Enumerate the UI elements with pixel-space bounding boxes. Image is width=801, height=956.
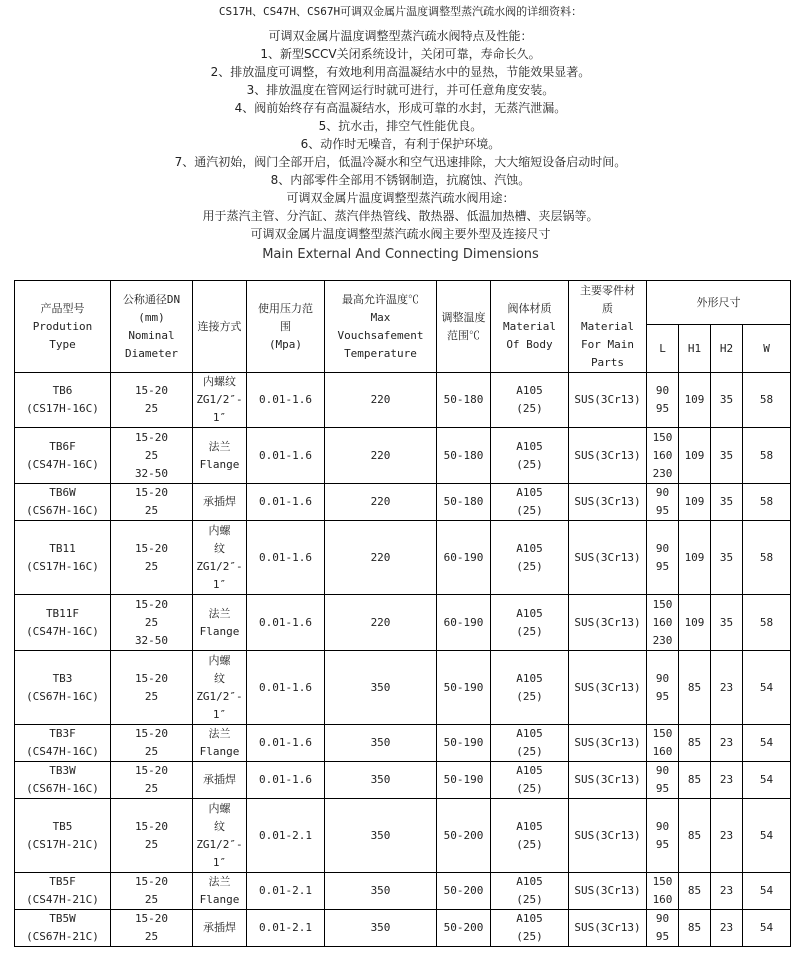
table-row: [15, 521, 791, 595]
cell-dim-h2: 35: [711, 595, 743, 651]
cell-parts-material: SUS(3Cr13): [569, 651, 647, 725]
cell-model: TB11 (CS17H-16C): [15, 521, 111, 595]
cell-nominal-diameter: 15-20 25: [111, 762, 193, 799]
cell-model: TB6 (CS17H-16C): [15, 373, 111, 428]
table-row: [15, 595, 791, 651]
cell-pressure: 0.01-1.6: [247, 762, 325, 799]
cell-dim-h1: 85: [679, 725, 711, 762]
cell-pressure: 0.01-1.6: [247, 725, 325, 762]
dimensions-table: [14, 280, 791, 947]
cell-model: TB3 (CS67H-16C): [15, 651, 111, 725]
cell-connection: 法兰 Flange: [193, 873, 247, 910]
cell-dim-l: 90 95: [647, 910, 679, 947]
intro-section: [0, 0, 801, 265]
cell-parts-material: SUS(3Cr13): [569, 521, 647, 595]
cell-dim-h1: 109: [679, 521, 711, 595]
features-title: 可调双金属片温度调整型蒸汽疏水阀特点及性能：: [268, 29, 533, 43]
cell-body-material: A105 (25): [491, 651, 569, 725]
header-adjust-temperature: 调整温度 范围℃: [437, 281, 491, 373]
cell-model: TB5W (CS67H-21C): [15, 910, 111, 947]
cell-dim-w: 58: [743, 595, 791, 651]
cell-pressure: 0.01-1.6: [247, 651, 325, 725]
header-nominal-diameter: 公称通径DN (mm) Nominal Diameter: [111, 281, 193, 373]
cell-pressure: 0.01-2.1: [247, 799, 325, 873]
page-heading: CS17H、CS47H、CS67H可调双金属片温度调整型蒸汽疏水阀的详细资料：: [218, 5, 583, 18]
cell-body-material: A105 (25): [491, 595, 569, 651]
cell-dim-h2: 23: [711, 725, 743, 762]
cell-model: TB5 (CS17H-21C): [15, 799, 111, 873]
table-row: [15, 725, 791, 762]
cell-max-temperature: 220: [325, 595, 437, 651]
cell-body-material: A105 (25): [491, 373, 569, 428]
header-max-temperature: 最高允许温度℃ Max Vouchsafement Temperature: [325, 281, 437, 373]
cell-dim-l: 90 95: [647, 651, 679, 725]
cell-max-temperature: 220: [325, 428, 437, 484]
cell-parts-material: SUS(3Cr13): [569, 373, 647, 428]
cell-dim-w: 54: [743, 762, 791, 799]
cell-adjust-temperature: 50-200: [437, 799, 491, 873]
cell-body-material: A105 (25): [491, 910, 569, 947]
cell-nominal-diameter: 15-20 25: [111, 521, 193, 595]
cell-dim-h2: 23: [711, 910, 743, 947]
cell-pressure: 0.01-1.6: [247, 373, 325, 428]
cell-dim-h2: 35: [711, 484, 743, 521]
cell-dim-l: 90 95: [647, 373, 679, 428]
feature-item: 1、新型SCCV关闭系统设计，关闭可靠，寿命长久。: [260, 47, 541, 61]
table-row: [15, 910, 791, 947]
cell-dim-w: 58: [743, 373, 791, 428]
cell-dim-w: 58: [743, 484, 791, 521]
cell-model: TB5F (CS47H-21C): [15, 873, 111, 910]
header-pressure: 使用压力范 围 (Mpa): [247, 281, 325, 373]
cell-nominal-diameter: 15-20 25: [111, 873, 193, 910]
cell-model: TB6F (CS47H-16C): [15, 428, 111, 484]
header-model: 产品型号 Prodution Type: [15, 281, 111, 373]
cell-model: TB11F (CS47H-16C): [15, 595, 111, 651]
cell-pressure: 0.01-2.1: [247, 873, 325, 910]
header-parts-material: 主要零件材 质 Material For Main Parts: [569, 281, 647, 373]
cell-connection: 内螺 纹 ZG1/2″- 1″: [193, 521, 247, 595]
cell-max-temperature: 220: [325, 373, 437, 428]
cell-dim-w: 54: [743, 799, 791, 873]
cell-connection: 承插焊: [193, 910, 247, 947]
cell-adjust-temperature: 50-180: [437, 484, 491, 521]
feature-item: 8、内部零件全部用不锈钢制造，抗腐蚀、汽蚀。: [270, 173, 531, 187]
cell-dim-h1: 85: [679, 762, 711, 799]
feature-item: 6、动作时无噪音，有利于保护环境。: [300, 137, 501, 151]
cell-connection: 内螺 纹 ZG1/2″- 1″: [193, 799, 247, 873]
cell-dim-h1: 85: [679, 799, 711, 873]
cell-dim-h2: 23: [711, 799, 743, 873]
cell-max-temperature: 350: [325, 873, 437, 910]
cell-connection: 内螺纹 ZG1/2″- 1″: [193, 373, 247, 428]
cell-dim-h2: 23: [711, 873, 743, 910]
table-row: [15, 373, 791, 428]
cell-adjust-temperature: 50-190: [437, 725, 491, 762]
cell-connection: 法兰 Flange: [193, 595, 247, 651]
cell-max-temperature: 350: [325, 762, 437, 799]
cell-adjust-temperature: 50-180: [437, 428, 491, 484]
cell-adjust-temperature: 50-190: [437, 651, 491, 725]
cell-pressure: 0.01-1.6: [247, 484, 325, 521]
cell-dim-w: 54: [743, 651, 791, 725]
cell-dim-w: 54: [743, 910, 791, 947]
cell-max-temperature: 350: [325, 910, 437, 947]
cell-dim-w: 54: [743, 725, 791, 762]
header-dim-h1: H1: [679, 325, 711, 373]
cell-dim-l: 150 160: [647, 725, 679, 762]
cell-dim-h1: 85: [679, 651, 711, 725]
cell-connection: 法兰 Flange: [193, 725, 247, 762]
cell-dim-h1: 85: [679, 910, 711, 947]
cell-dim-w: 58: [743, 521, 791, 595]
cell-nominal-diameter: 15-20 25: [111, 373, 193, 428]
cell-max-temperature: 350: [325, 651, 437, 725]
table-row: [15, 799, 791, 873]
cell-nominal-diameter: 15-20 25: [111, 725, 193, 762]
table-row: [15, 484, 791, 521]
cell-nominal-diameter: 15-20 25: [111, 799, 193, 873]
table-row: [15, 762, 791, 799]
cell-max-temperature: 220: [325, 521, 437, 595]
header-connection: 连接方式: [193, 281, 247, 373]
cell-dim-h1: 85: [679, 873, 711, 910]
cell-pressure: 0.01-1.6: [247, 521, 325, 595]
table-row: [15, 873, 791, 910]
cell-adjust-temperature: 50-190: [437, 762, 491, 799]
cell-pressure: 0.01-1.6: [247, 595, 325, 651]
cell-adjust-temperature: 50-200: [437, 873, 491, 910]
cell-model: TB6W (CS67H-16C): [15, 484, 111, 521]
cell-max-temperature: 220: [325, 484, 437, 521]
cell-dim-l: 150 160 230: [647, 595, 679, 651]
cell-nominal-diameter: 15-20 25: [111, 910, 193, 947]
usage-text: 用于蒸汽主管、分汽缸、蒸汽伴热管线、散热器、低温加热槽、夹层锅等。: [202, 209, 599, 223]
feature-item: 3、排放温度在管网运行时就可进行，并可任意角度安装。: [246, 83, 555, 97]
cell-body-material: A105 (25): [491, 873, 569, 910]
cell-nominal-diameter: 15-20 25 32-50: [111, 595, 193, 651]
cell-parts-material: SUS(3Cr13): [569, 799, 647, 873]
cell-dim-h1: 109: [679, 595, 711, 651]
cell-adjust-temperature: 60-190: [437, 595, 491, 651]
cell-max-temperature: 350: [325, 725, 437, 762]
table-row: [15, 428, 791, 484]
cell-adjust-temperature: 60-190: [437, 521, 491, 595]
header-outer-dimensions: 外形尺寸: [647, 281, 791, 325]
cell-parts-material: SUS(3Cr13): [569, 484, 647, 521]
cell-nominal-diameter: 15-20 25: [111, 651, 193, 725]
table-body: [15, 373, 791, 947]
cell-dim-h1: 109: [679, 428, 711, 484]
cell-pressure: 0.01-2.1: [247, 910, 325, 947]
header-dim-h2: H2: [711, 325, 743, 373]
cell-parts-material: SUS(3Cr13): [569, 762, 647, 799]
cell-dim-h2: 35: [711, 373, 743, 428]
cell-dim-h2: 23: [711, 762, 743, 799]
cell-dim-l: 90 95: [647, 762, 679, 799]
cell-dim-l: 150 160 230: [647, 428, 679, 484]
cell-adjust-temperature: 50-180: [437, 373, 491, 428]
feature-item: 7、通汽初始，阀门全部开启，低温冷凝水和空气迅速排除，大大缩短设备启动时间。: [174, 155, 627, 169]
cell-dim-w: 54: [743, 873, 791, 910]
dimensions-title: 可调双金属片温度调整型蒸汽疏水阀主要外型及连接尺寸: [250, 227, 551, 241]
cell-nominal-diameter: 15-20 25: [111, 484, 193, 521]
feature-item: 4、阀前始终存有高温凝结水，形成可靠的水封，无蒸汽泄漏。: [234, 101, 567, 115]
cell-body-material: A105 (25): [491, 484, 569, 521]
cell-connection: 法兰 Flange: [193, 428, 247, 484]
cell-connection: 内螺 纹 ZG1/2″- 1″: [193, 651, 247, 725]
cell-connection: 承插焊: [193, 484, 247, 521]
cell-adjust-temperature: 50-200: [437, 910, 491, 947]
cell-max-temperature: 350: [325, 799, 437, 873]
dimensions-title-en: Main External And Connecting Dimensions: [262, 247, 539, 262]
cell-body-material: A105 (25): [491, 799, 569, 873]
cell-model: TB3F (CS47H-16C): [15, 725, 111, 762]
header-body-material: 阀体材质 Material Of Body: [491, 281, 569, 373]
cell-model: TB3W (CS67H-16C): [15, 762, 111, 799]
table-row: [15, 651, 791, 725]
cell-body-material: A105 (25): [491, 725, 569, 762]
cell-parts-material: SUS(3Cr13): [569, 873, 647, 910]
cell-connection: 承插焊: [193, 762, 247, 799]
cell-dim-w: 58: [743, 428, 791, 484]
cell-body-material: A105 (25): [491, 762, 569, 799]
cell-pressure: 0.01-1.6: [247, 428, 325, 484]
cell-dim-l: 90 95: [647, 799, 679, 873]
cell-dim-l: 90 95: [647, 484, 679, 521]
header-dim-l: L: [647, 325, 679, 373]
header-dim-w: W: [743, 325, 791, 373]
cell-parts-material: SUS(3Cr13): [569, 725, 647, 762]
cell-body-material: A105 (25): [491, 521, 569, 595]
cell-dim-l: 90 95: [647, 521, 679, 595]
cell-dim-h2: 35: [711, 428, 743, 484]
cell-dim-h1: 109: [679, 373, 711, 428]
cell-parts-material: SUS(3Cr13): [569, 595, 647, 651]
usage-title: 可调双金属片温度调整型蒸汽疏水阀用途：: [286, 191, 515, 205]
cell-dim-h1: 109: [679, 484, 711, 521]
feature-item: 2、排放温度可调整，有效地利用高温凝结水中的显热，节能效果显著。: [210, 65, 591, 79]
feature-item: 5、抗水击，排空气性能优良。: [318, 119, 483, 133]
cell-body-material: A105 (25): [491, 428, 569, 484]
cell-dim-h2: 35: [711, 521, 743, 595]
cell-parts-material: SUS(3Cr13): [569, 910, 647, 947]
cell-nominal-diameter: 15-20 25 32-50: [111, 428, 193, 484]
cell-dim-h2: 23: [711, 651, 743, 725]
cell-parts-material: SUS(3Cr13): [569, 428, 647, 484]
cell-dim-l: 150 160: [647, 873, 679, 910]
